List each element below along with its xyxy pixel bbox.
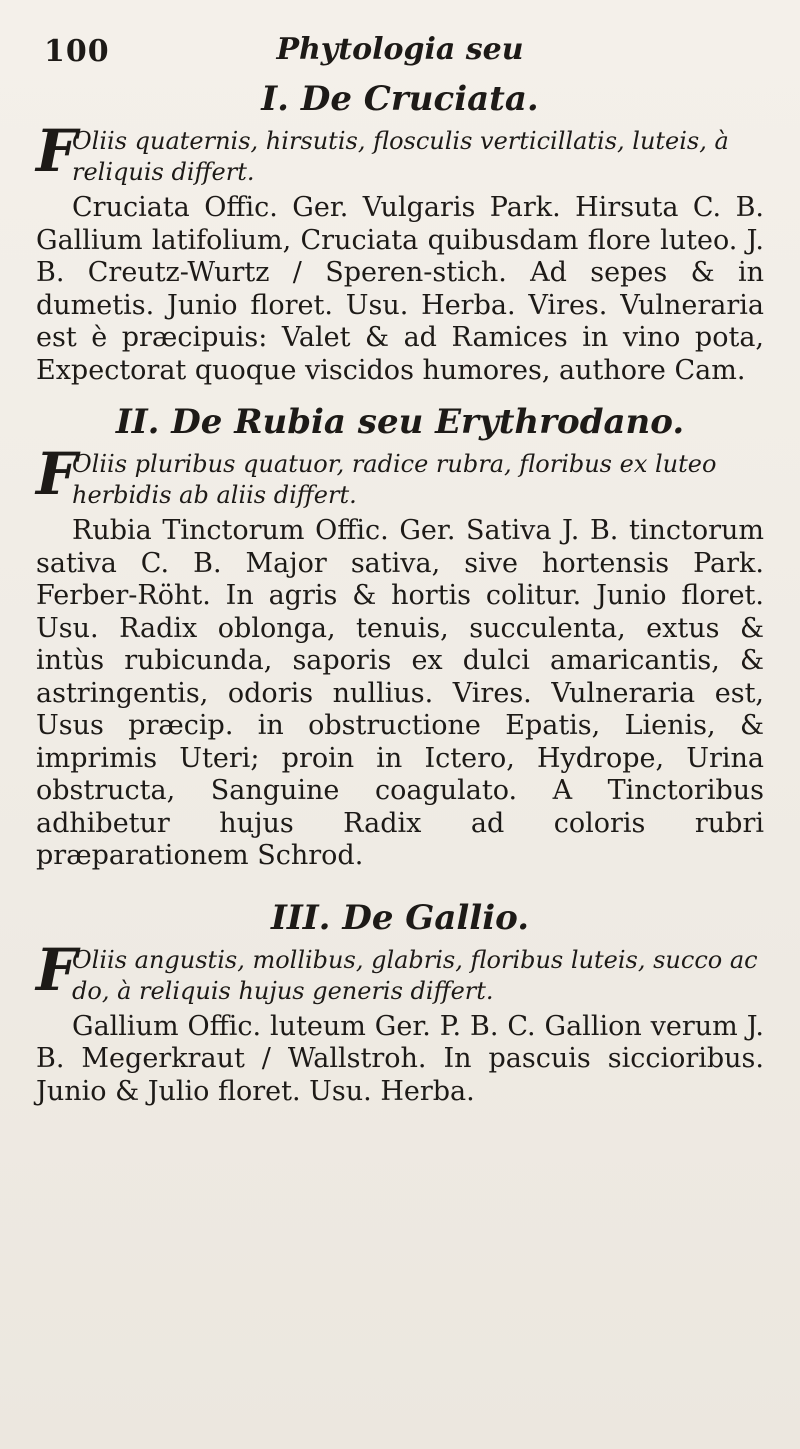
drop-cap: F	[36, 935, 78, 1004]
page-header	[36, 26, 764, 78]
lead-text: Oliis quaternis, hirsutis, flosculis verticillatis, luteis, à reliquis differt.	[72, 127, 729, 186]
page-number: 100	[44, 34, 110, 69]
section-lead	[36, 440, 764, 511]
drop-cap: F	[36, 440, 78, 508]
section-body: Gallium Offic. luteum Ger. P. B. C. Gallion verum J. B. Megerkraut / Wallstroh. In pascuis siccioribus. Junio & Julio floret. Usu. Herba.	[36, 1010, 764, 1107]
section-body: Cruciata Offic. Ger. Vulgaris Park. Hirsuta C. B. Gallium latifolium, Cruciata quibusdam flore luteo. J. B. Creutz-Wurtz / Speren-stich. Ad sepes & in dumetis. Junio floret. Usu. Herba. Vires. Vulneraria est è præcipuis: Valet & ad Ramices in vino pota, Expectorat quoque viscidos humores, authore Cam.	[36, 192, 764, 386]
lead-text: Oliis pluribus quatuor, radice rubra, floribus ex luteo herbidis ab aliis differt.	[72, 450, 717, 509]
section-lead	[36, 117, 764, 188]
section-lead	[36, 935, 764, 1007]
running-head: Phytologia seu	[276, 32, 524, 67]
drop-cap: F	[36, 117, 78, 185]
section-cruciata	[36, 78, 764, 387]
section-gallium	[36, 897, 764, 1109]
lead-text: Oliis angustis, mollibus, glabris, floribus luteis, succo ac do, à reliquis hujus generis differt.	[72, 945, 758, 1005]
section-title: III. De Gallio.	[270, 897, 530, 938]
section-title: I. De Cruciata.	[261, 79, 539, 119]
section-body: Rubia Tinctorum Offic. Ger. Sativa J. B. tinctorum sativa C. B. Major sativa, sive hortensis Park. Ferber-Röht. In agris & hortis colitur. Junio floret. Usu. Radix oblonga, tenuis, succulenta, extus & intùs rubicunda, saporis ex dulci amaricantis, & astringentis, odoris nullius. Vires. Vulneraria est, Usus præcip. in obstructione Epatis, Lienis, & imprimis Uteri; proin in Ictero, Hydrope, Urina obstructa, Sanguine coagulato. A Tinctoribus adhibetur hujus Radix ad coloris rubri præparationem Schrod.	[36, 515, 764, 871]
section-rubia	[36, 401, 764, 873]
section-title: II. De Rubia seu Erythrodano.	[115, 402, 685, 442]
